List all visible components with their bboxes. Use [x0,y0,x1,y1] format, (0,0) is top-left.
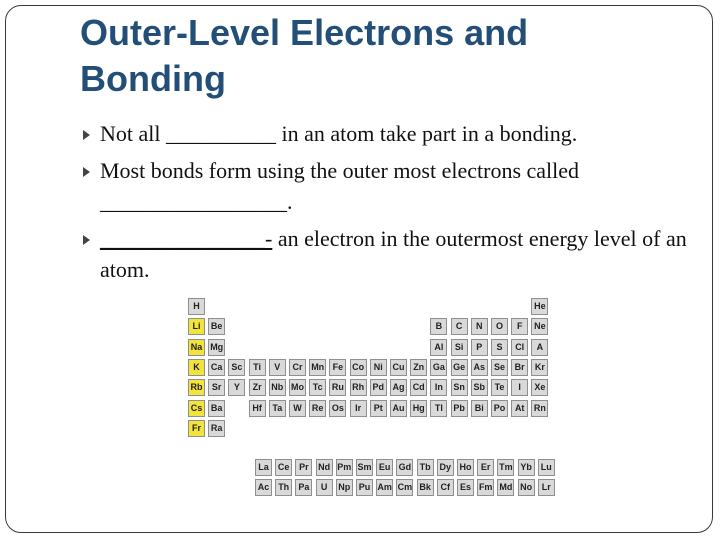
element-mn: Mn [309,359,326,376]
element-xe: Xe [531,379,548,396]
element-pr: Pr [295,459,312,476]
element-np: Np [336,479,353,496]
element-nb: Nb [269,379,286,396]
slide-title: Outer-Level Electrons and Bonding [80,12,529,99]
element-ge: Ge [451,359,468,376]
element-o: O [491,318,508,335]
element-ce: Ce [275,459,292,476]
element-ir: Ir [350,400,367,417]
element-pb: Pb [451,400,468,417]
element-v: V [269,359,286,376]
element-pa: Pa [295,479,312,496]
element-fe: Fe [329,359,346,376]
bullet-2-text: Most bonds form using the outer most electrons called [100,158,580,183]
element-se: Se [491,359,508,376]
element-rh: Rh [350,379,367,396]
element-cl: Cl [511,339,528,356]
element-tb: Tb [417,459,434,476]
element-cr: Cr [289,359,306,376]
element-ti: Ti [249,359,266,376]
element-ne: Ne [531,318,548,335]
periodic-table [188,298,554,500]
element-pd: Pd [370,379,387,396]
element-at: At [511,400,528,417]
element-ho: Ho [457,459,474,476]
element-eu: Eu [376,459,393,476]
element-fm: Fm [477,479,494,496]
element-cu: Cu [390,359,407,376]
element-na: Na [188,339,205,356]
element-be: Be [208,318,225,335]
element-hf: Hf [249,400,266,417]
element-sn: Sn [451,379,468,396]
element-ca: Ca [208,359,225,376]
element-co: Co [350,359,367,376]
element-c: C [451,318,468,335]
element-nd: Nd [316,459,333,476]
element-br: Br [511,359,528,376]
element-pt: Pt [370,400,387,417]
element-fr: Fr [188,420,205,437]
element-mo: Mo [289,379,306,396]
element-cs: Cs [188,400,205,417]
element-sr: Sr [208,379,225,396]
element-ra: Ra [208,420,225,437]
element-y: Y [228,379,245,396]
element-zn: Zn [410,359,427,376]
element-pu: Pu [356,479,373,496]
element-ag: Ag [390,379,407,396]
element-f: F [511,318,528,335]
bullet-1 [100,118,700,149]
element-sm: Sm [356,459,373,476]
element-s: S [491,339,508,356]
element-tm: Tm [497,459,514,476]
element-dy: Dy [437,459,454,476]
element-md: Md [497,479,514,496]
element-p: P [471,339,488,356]
bullet-3-dash: - [265,226,273,251]
element-b: B [430,318,447,335]
element-ta: Ta [269,400,286,417]
element-no: No [518,479,535,496]
element-cd: Cd [410,379,427,396]
element-po: Po [491,400,508,417]
element-h: H [188,298,205,315]
element-li: Li [188,318,205,335]
element-cm: Cm [396,479,413,496]
element-ru: Ru [329,379,346,396]
element-si: Si [451,339,468,356]
bullet-3-blank: _______________ [100,226,265,251]
element-es: Es [457,479,474,496]
element-tl: Tl [430,400,447,417]
element-he: He [531,298,548,315]
bullet-3-text: an electron in the outermost energy level of an atom. [100,226,687,282]
element-tc: Tc [309,379,326,396]
element-la: La [255,459,272,476]
element-n: N [471,318,488,335]
element-sc: Sc [228,359,245,376]
element-mg: Mg [208,339,225,356]
element-ga: Ga [430,359,447,376]
element-lu: Lu [538,459,555,476]
bullet-1-text: Not all __________ in an atom take part in a bonding. [100,121,578,146]
element-ni: Ni [370,359,387,376]
element-ac: Ac [255,479,272,496]
bullet-2 [100,155,700,217]
element-th: Th [275,479,292,496]
element-bi: Bi [471,400,488,417]
element-rn: Rn [531,400,548,417]
element-zr: Zr [249,379,266,396]
element-pm: Pm [336,459,353,476]
element-i: I [511,379,528,396]
element-ba: Ba [208,400,225,417]
element-cf: Cf [437,479,454,496]
element-bk: Bk [417,479,434,496]
element-u: U [316,479,333,496]
element-os: Os [329,400,346,417]
bullet-3 [100,223,700,285]
bullet-2-blank: _________________. [100,189,293,214]
element-in: In [430,379,447,396]
element-kr: Kr [531,359,548,376]
element-te: Te [491,379,508,396]
element-er: Er [477,459,494,476]
element-lr: Lr [538,479,555,496]
element-au: Au [390,400,407,417]
element-hg: Hg [410,400,427,417]
element-al: Al [430,339,447,356]
bullet-list [100,118,700,291]
element-a: A [531,339,548,356]
element-w: W [289,400,306,417]
element-rb: Rb [188,379,205,396]
element-k: K [188,359,205,376]
element-yb: Yb [518,459,535,476]
element-as: As [471,359,488,376]
element-am: Am [376,479,393,496]
element-re: Re [309,400,326,417]
element-gd: Gd [396,459,413,476]
element-sb: Sb [471,379,488,396]
